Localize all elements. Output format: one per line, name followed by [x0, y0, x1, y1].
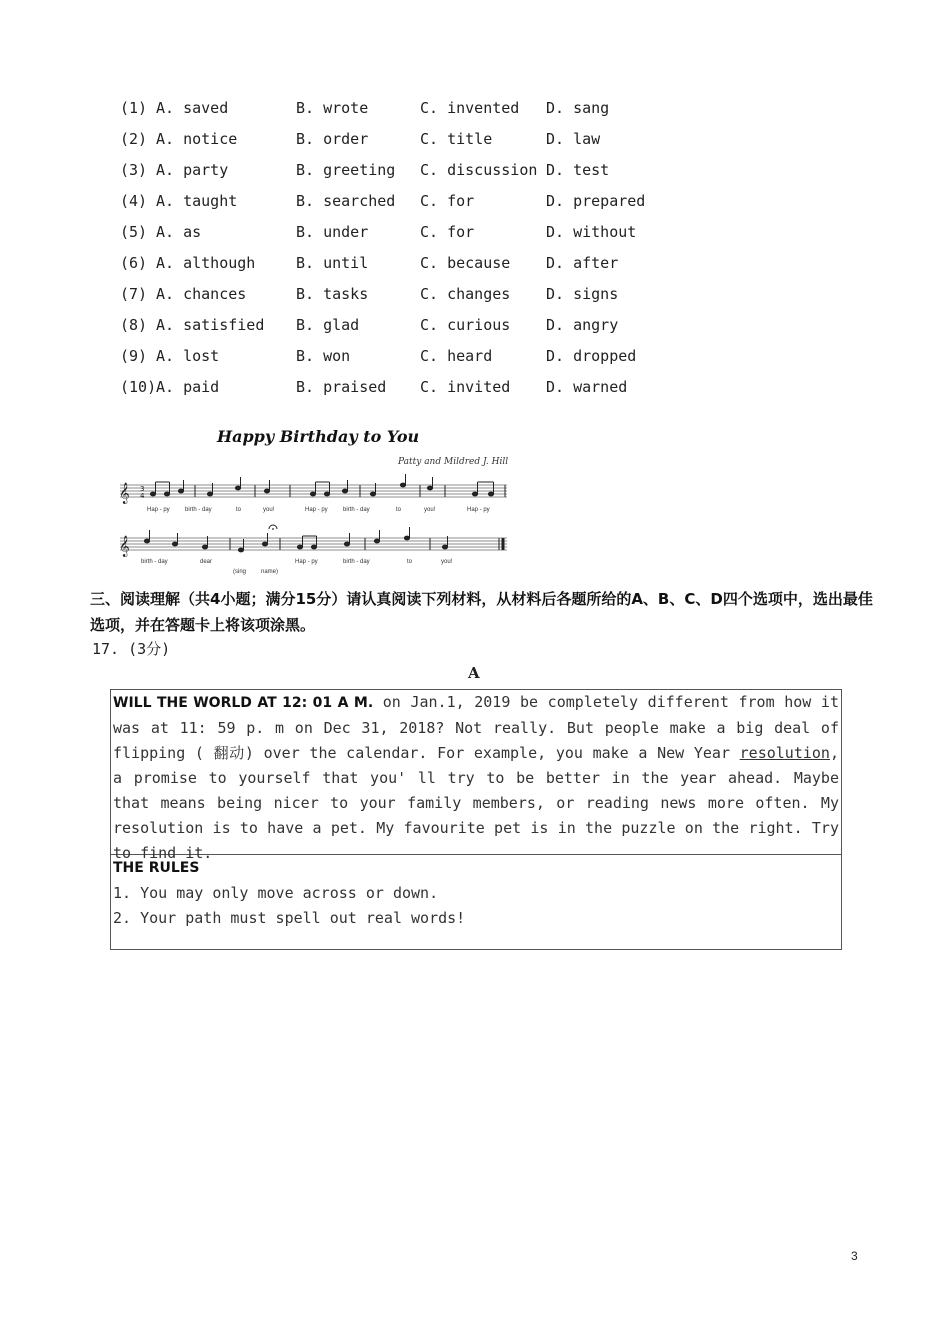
passage-text	[113, 690, 839, 866]
page-number: 3	[851, 1249, 858, 1263]
option-d: D. after	[546, 254, 619, 272]
option-number: (2)	[120, 130, 148, 148]
sheet-music-figure	[115, 425, 510, 577]
option-row	[120, 96, 680, 127]
lyric: (sing	[233, 569, 247, 575]
option-d: D. warned	[546, 378, 628, 396]
lyric: to	[407, 559, 413, 565]
option-d: D. dropped	[546, 347, 637, 365]
option-d: D. prepared	[546, 192, 646, 210]
option-a: A. although	[156, 254, 256, 272]
option-c: C. changes	[420, 285, 511, 303]
option-b: B. until	[296, 254, 369, 272]
option-c: C. heard	[420, 347, 493, 365]
lyric: birth - day	[343, 507, 370, 513]
lyric: you!	[441, 559, 453, 565]
option-a: A. party	[156, 161, 229, 179]
option-number: (9)	[120, 347, 148, 365]
option-a: A. taught	[156, 192, 238, 210]
lyric: Hap - py	[305, 507, 328, 513]
svg-text:𝄞: 𝄞	[119, 483, 130, 504]
option-c: C. for	[420, 223, 475, 241]
option-a: A. lost	[156, 347, 220, 365]
lyric: Hap - py	[147, 507, 170, 513]
option-a: A. notice	[156, 130, 238, 148]
options-list	[120, 96, 680, 406]
option-a: A. paid	[156, 378, 220, 396]
option-d: D. test	[546, 161, 610, 179]
option-number: (3)	[120, 161, 148, 179]
rules-panel	[113, 856, 839, 931]
option-c: C. because	[420, 254, 511, 272]
passage-box	[110, 689, 842, 950]
rule-item: 2. Your path must spell out real words!	[113, 909, 466, 927]
option-b: B. tasks	[296, 285, 369, 303]
music-staff-graphic	[115, 425, 510, 577]
score-composer: Patty and Mildred J. Hill	[398, 457, 509, 467]
svg-text:3: 3	[140, 485, 145, 493]
option-number: (10)	[120, 378, 157, 396]
lyric: dear	[200, 559, 213, 565]
lyric: Hap - py	[467, 507, 490, 513]
option-c: C. invented	[420, 99, 520, 117]
option-row	[120, 313, 680, 344]
option-c: C. curious	[420, 316, 511, 334]
option-d: D. signs	[546, 285, 619, 303]
option-a: A. saved	[156, 99, 229, 117]
option-row	[120, 282, 680, 313]
option-b: B. order	[296, 130, 369, 148]
lyric: Hap - py	[295, 559, 318, 565]
passage-part1: on Jan.1, 2019 be completely different from how it was at 11: 59 p. m on Dec 31, 2018? Not really. But people make a big deal of flipping ( 翻动) over the calendar. For example, you make a New Year	[113, 693, 839, 762]
option-number: (6)	[120, 254, 148, 272]
option-b: B. wrote	[296, 99, 369, 117]
option-number: (7)	[120, 285, 148, 303]
option-d: D. sang	[546, 99, 610, 117]
option-a: A. chances	[156, 285, 247, 303]
option-c: C. discussion	[420, 161, 538, 179]
option-a: A. satisfied	[156, 316, 265, 334]
lyric: you!	[424, 507, 436, 513]
option-d: D. without	[546, 223, 637, 241]
svg-text:4: 4	[140, 492, 145, 500]
passage-lead: WILL THE WORLD AT 12: 01 A M.	[113, 695, 374, 711]
score-title: Happy Birthday to You	[217, 427, 420, 446]
lyric: birth - day	[141, 559, 168, 565]
section-heading: 三、阅读理解（共4小题；满分15分）请认真阅读下列材料，从材料后各题所给的A、B、C、D四个选项中，选出最佳选项，并在答题卡上将该项涂黑。	[90, 590, 873, 634]
lyric: to	[396, 507, 402, 513]
option-row	[120, 220, 680, 251]
option-row	[120, 127, 680, 158]
option-b: B. won	[296, 347, 351, 365]
question-number: 17. (3分)	[92, 640, 171, 658]
option-row	[120, 189, 680, 220]
option-d: D. angry	[546, 316, 619, 334]
option-row	[120, 344, 680, 375]
passage-keyword: resolution	[739, 744, 830, 762]
svg-text:𝄞: 𝄞	[119, 536, 130, 557]
option-number: (8)	[120, 316, 148, 334]
option-number: (5)	[120, 223, 148, 241]
option-number: (4)	[120, 192, 148, 210]
option-b: B. greeting	[296, 161, 396, 179]
passage-letter: A	[468, 664, 480, 682]
lyric: to	[236, 507, 242, 513]
option-c: C. title	[420, 130, 493, 148]
passage-panel	[111, 690, 841, 862]
lyric: birth - day	[343, 559, 370, 565]
rule-item: 1. You may only move across or down.	[113, 884, 439, 902]
option-row	[120, 375, 680, 406]
option-row	[120, 251, 680, 282]
option-b: B. praised	[296, 378, 387, 396]
option-c: C. invited	[420, 378, 511, 396]
option-a: A. as	[156, 223, 202, 241]
option-number: (1)	[120, 99, 148, 117]
option-b: B. under	[296, 223, 369, 241]
passage-part2: , a promise to yourself that you' ll try to be better in the year ahead. Maybe that means being nicer to your family members, or reading news more often. My resolution is to have a pet. My favourite pet is in the puzzle on the right. Try to find it.	[113, 744, 839, 862]
option-d: D. law	[546, 130, 601, 148]
rules-title: THE RULES	[113, 860, 200, 876]
option-c: C. for	[420, 192, 475, 210]
option-b: B. glad	[296, 316, 360, 334]
lyric: name)	[261, 569, 279, 575]
option-b: B. searched	[296, 192, 396, 210]
lyric: birth - day	[185, 507, 212, 513]
option-row	[120, 158, 680, 189]
lyric: you!	[263, 507, 275, 513]
